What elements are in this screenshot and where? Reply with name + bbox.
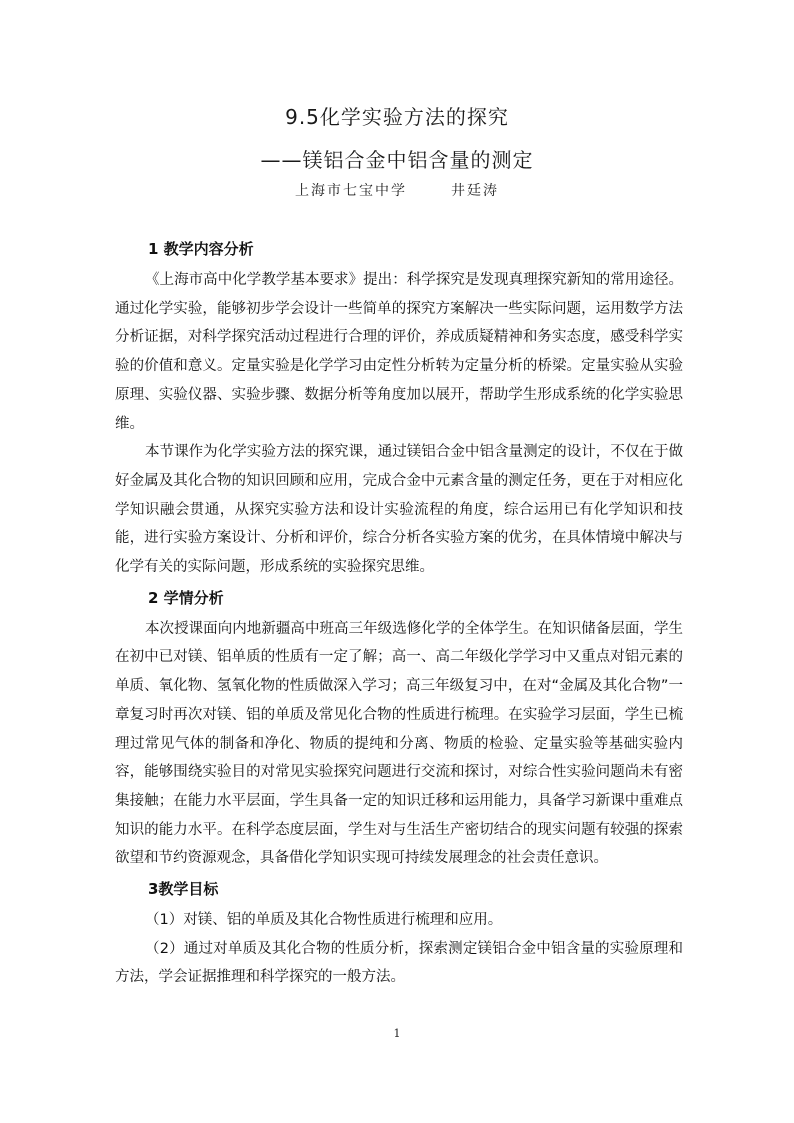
section-teaching-objectives (115, 875, 683, 992)
document-title: 9.5化学实验方法的探究 (285, 105, 509, 129)
section-heading: 1 教学内容分析 (148, 240, 254, 258)
author-byline (0, 180, 794, 202)
page-number: 1 (393, 1027, 401, 1040)
school-name: 上海市七宝中学 (295, 183, 407, 199)
paragraph: 《上海市高中化学教学基本要求》提出：科学探究是发现真理探究新知的常用途径。通过化学实验，能够初步学会设计一些简单的探究方案解决一些实际问题，运用数学方法分析证据，对科学探究活动过程进行合理的评价，养成质疑精神和务实态度，感受科学实验的价值和意义。定量实验是化学学习由定性分析转为定量分析的桥梁。定量实验从实验原理、实验仪器、实验步骤、数据分析等角度加以展开，帮助学生形成系统的化学实验思维。 (115, 272, 683, 432)
paragraph: 本次授课面向内地新疆高中班高三年级选修化学的全体学生。在知识储备层面，学生在初中已对镁、铝单质的性质有一定了解；高一、高二年级化学学习中又重点对铝元素的单质、氧化物、氢氧化物的性质做深入学习；高三年级复习中，在对“金属及其化合物”一章复习时再次对镁、铝的单质及常见化合物的性质进行梳理。在实验学习层面，学生已梳理过常见气体的制备和净化、物质的提纯和分离、物质的检验、定量实验等基础实验内容，能够围绕实验目的对常见实验探究问题进行交流和探讨，对综合性实验问题尚未有密集接触；在能力水平层面，学生具备一定的知识迁移和运用能力，具备学习新课中重难点知识的能力水平。在科学态度层面，学生对与生活生产密切结合的现实问题有较强的探索欲望和节约资源观念，具备借化学知识实现可持续发展理念的社会责任意识。 (115, 620, 683, 867)
section-learner-analysis (115, 584, 683, 873)
objective-item: （2）通过对单质及其化合物的性质分析，探索测定镁铝合金中铝含量的实验原理和方法，学会证据推理和科学探究的一般方法。 (115, 940, 683, 986)
author-name: 井廷涛 (451, 183, 499, 199)
section-content-analysis (115, 235, 683, 582)
objective-item: （1）对镁、铝的单质及其化合物性质进行梳理和应用。 (145, 912, 503, 929)
paragraph: 本节课作为化学实验方法的探究课，通过镁铝合金中铝含量测定的设计，不仅在于做好金属及其化合物的知识回顾和应用，完成合金中元素含量的测定任务，更在于对相应化学知识融会贯通，从探究实验方法和设计实验流程的角度，综合运用已有化学知识和技能，进行实验方案设计、分析和评价，综合分析各实验方案的优劣，在具体情境中解决与化学有关的实际问题，形成系统的实验探究思维。 (115, 444, 683, 576)
section-heading: 3教学目标 (148, 880, 219, 899)
section-heading: 2 学情分析 (148, 588, 224, 607)
document-body (115, 233, 683, 992)
document-subtitle: ——镁铝合金中铝含量的测定 (260, 148, 534, 172)
